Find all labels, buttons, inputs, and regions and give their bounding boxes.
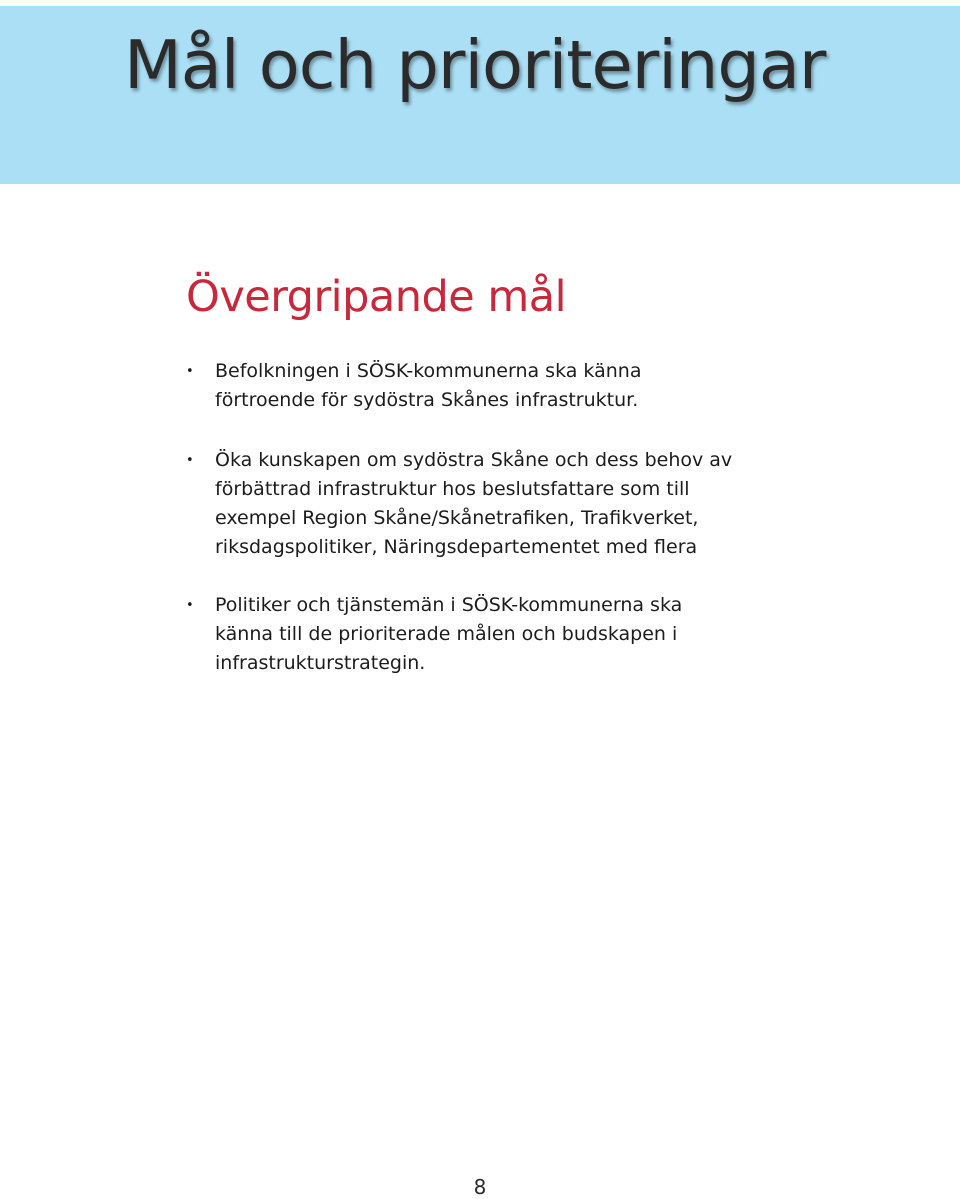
goal-text-line: förtroende för sydöstra Skånes infrastruktur. [215, 389, 639, 411]
goal-text-line: exempel Region Skåne/Skånetrafiken, Trafikverket, [215, 507, 699, 529]
goal-list-item [186, 446, 786, 562]
goal-text-line: Befolkningen i SÖSK-kommunerna ska känna [215, 360, 642, 382]
goal-text-line: förbättrad infrastruktur hos beslutsfattare som till [215, 478, 690, 500]
page-title: Mål och prioriteringar [124, 26, 826, 104]
bullet-icon: • [186, 598, 194, 613]
goal-list-item [186, 591, 786, 678]
title-banner [0, 6, 960, 184]
section-heading: Övergripande mål [186, 272, 567, 322]
goal-text-line: riksdagspolitiker, Näringsdepartementet med flera [215, 536, 698, 558]
bullet-icon: • [186, 364, 194, 379]
goal-text-line: infrastrukturstrategin. [215, 652, 426, 674]
goal-list-item [186, 357, 786, 415]
bullet-icon: • [186, 453, 194, 468]
goal-text-line: känna till de prioriterade målen och budskapen i [215, 623, 678, 645]
goal-text-line: Politiker och tjänstemän i SÖSK-kommunerna ska [215, 594, 683, 616]
page-number: 8 [473, 1175, 487, 1199]
goal-text-line: Öka kunskapen om sydöstra Skåne och dess behov av [215, 449, 733, 471]
